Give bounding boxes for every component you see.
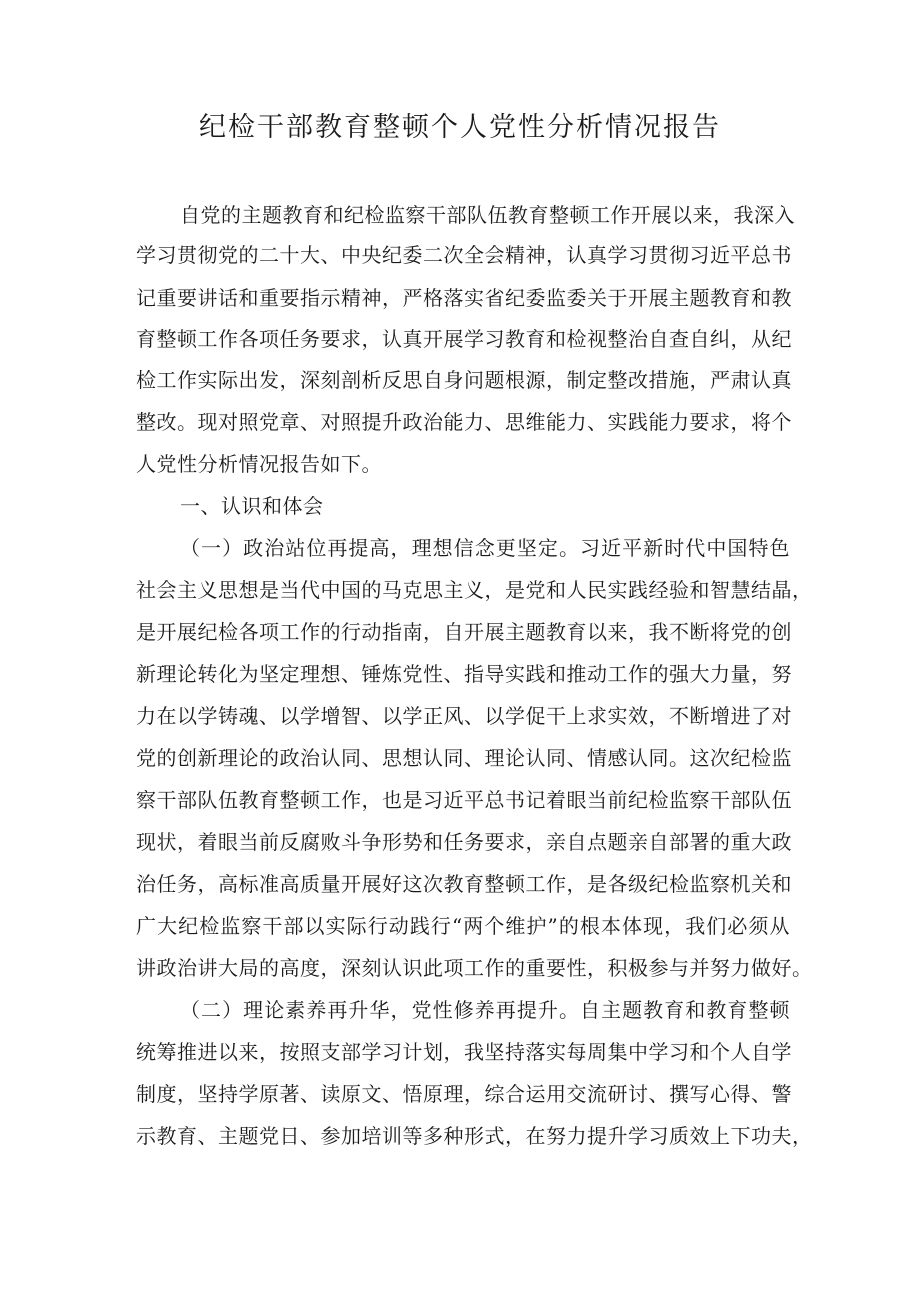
paragraph-line: 记重要讲话和重要指示精神，严格落实省纪委监委关于开展主题教育和教 (136, 286, 792, 310)
paragraph-line: 广大纪检监察干部以实际行动践行“两个维护”的根本体现，我们必须从 (136, 914, 790, 938)
paragraph-line: 社会主义思想是当代中国的马克思主义，是党和人民实践经验和智慧结晶， (136, 578, 813, 602)
paragraph-line: 讲政治讲大局的高度，深刻认识此项工作的重要性，积极参与并努力做好。 (136, 956, 813, 980)
paragraph-line: 党的创新理论的政治认同、思想认同、理论认同、情感认同。这次纪检监 (136, 746, 792, 770)
paragraph-line: 治任务，高标准高质量开展好这次教育整顿工作，是各级纪检监察机关和 (136, 872, 792, 896)
paragraph-line: 力在以学铸魂、以学增智、以学正风、以学促干上求实效，不断增进了对 (136, 704, 792, 728)
paragraph-line: 育整顿工作各项任务要求，认真开展学习教育和检视整治自查自纠，从纪 (136, 327, 792, 351)
paragraph-line: 统筹推进以来，按照支部学习计划，我坚持落实每周集中学习和个人自学 (136, 1040, 792, 1064)
paragraph-line: 制度，坚持学原著、读原文、悟原理，综合运用交流研讨、撰写心得、警 (136, 1082, 792, 1106)
paragraph-line: 学习贯彻党的二十大、中央纪委二次全会精神，认真学习贯彻习近平总书 (136, 243, 792, 267)
paragraph-line: （一）政治站位再提高，理想信念更坚定。习近平新时代中国特色 (180, 536, 790, 560)
paragraph-line: 自党的主题教育和纪检监察干部队伍教育整顿工作开展以来，我深入 (180, 203, 795, 227)
section-heading: 一、认识和体会 (180, 494, 324, 518)
paragraph-line: 现状，着眼当前反腐败斗争形势和任务要求，亲自点题亲自部署的重大政 (136, 830, 792, 854)
paragraph-line: （二）理论素养再升华，党性修养再提升。自主题教育和教育整顿 (180, 998, 790, 1022)
paragraph-line: 是开展纪检各项工作的行动指南，自开展主题教育以来，我不断将党的创 (136, 620, 792, 644)
document-title: 纪检干部教育整顿个人党性分析情况报告 (199, 112, 721, 143)
paragraph-line: 察干部队伍教育整顿工作，也是习近平总书记着眼当前纪检监察干部队伍 (136, 788, 792, 812)
paragraph-line: 整改。现对照党章、对照提升政治能力、思维能力、实践能力要求，将个 (136, 410, 792, 434)
paragraph-line: 新理论转化为坚定理想、锤炼党性、指导实践和推动工作的强大力量，努 (136, 662, 792, 686)
paragraph-line: 检工作实际出发，深刻剖析反思自身问题根源，制定整改措施，严肃认真 (136, 368, 792, 392)
paragraph-line: 人党性分析情况报告如下。 (136, 452, 382, 476)
paragraph-line: 示教育、主题党日、参加培训等多种形式，在努力提升学习质效上下功夫， (136, 1124, 813, 1148)
